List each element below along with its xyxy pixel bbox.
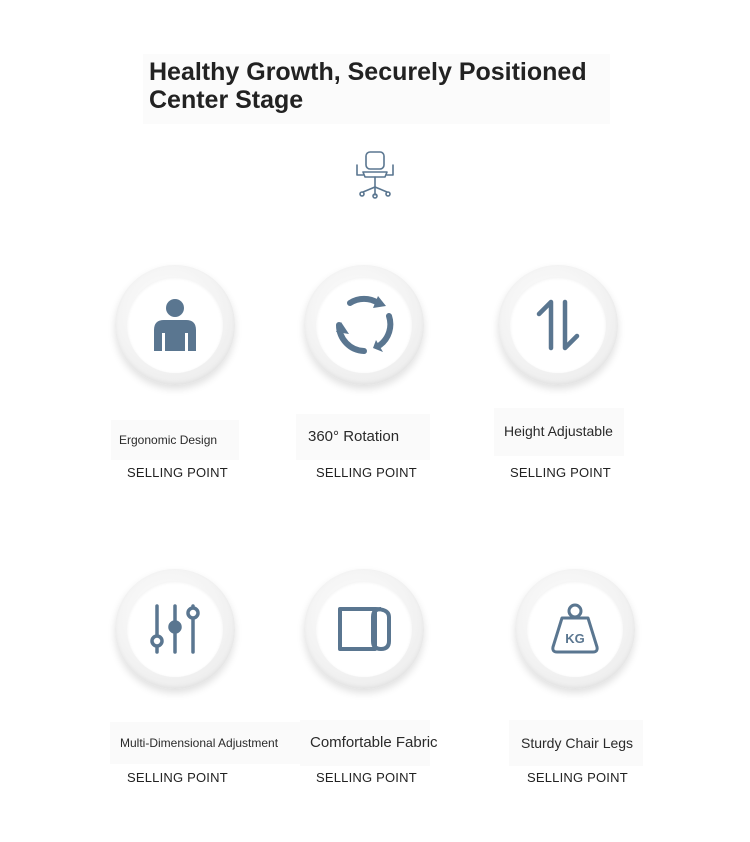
person-icon — [151, 297, 199, 353]
office-chair-icon — [352, 150, 398, 200]
rotation-icon — [331, 292, 397, 358]
feature-adjustment-subtitle: SELLING POINT — [127, 770, 228, 785]
feature-legs-circle — [515, 569, 635, 689]
feature-height-subtitle: SELLING POINT — [510, 465, 611, 480]
feature-legs-subtitle: SELLING POINT — [527, 770, 628, 785]
feature-fabric-title: Comfortable Fabric — [310, 734, 438, 751]
feature-ergonomic-subtitle: SELLING POINT — [127, 465, 228, 480]
feature-adjustment-title-box — [110, 722, 300, 764]
kg-label: KG — [565, 631, 585, 646]
title-line-1: Healthy Growth, Securely Positioned — [149, 58, 587, 86]
feature-height-circle — [498, 265, 618, 385]
feature-rotation-title-box — [296, 414, 430, 460]
feature-legs-title: Sturdy Chair Legs — [521, 735, 634, 751]
page-title — [143, 54, 610, 114]
feature-rotation-circle — [304, 265, 424, 385]
kg-weight-icon — [550, 603, 600, 655]
feature-rotation-title: 360° Rotation — [308, 428, 400, 445]
fabric-roll-icon — [335, 602, 393, 656]
feature-legs-title-box — [509, 720, 643, 766]
sliders-icon — [148, 602, 202, 656]
feature-height-title: Height Adjustable — [504, 423, 613, 439]
feature-adjustment-circle — [115, 569, 235, 689]
feature-adjustment-title: Multi-Dimensional Adjustment — [120, 736, 279, 750]
title-box — [143, 54, 610, 124]
feature-fabric-title-box — [300, 720, 438, 766]
feature-rotation-subtitle: SELLING POINT — [316, 465, 417, 480]
feature-fabric-subtitle: SELLING POINT — [316, 770, 417, 785]
feature-fabric-circle — [304, 569, 424, 689]
feature-height-title-box — [494, 408, 624, 456]
feature-ergonomic-title: Ergonomic Design — [119, 433, 218, 447]
up-down-arrows-icon — [534, 298, 582, 352]
feature-ergonomic-title-box — [111, 420, 239, 460]
title-line-2: Center Stage — [149, 86, 304, 114]
feature-ergonomic-circle — [115, 265, 235, 385]
